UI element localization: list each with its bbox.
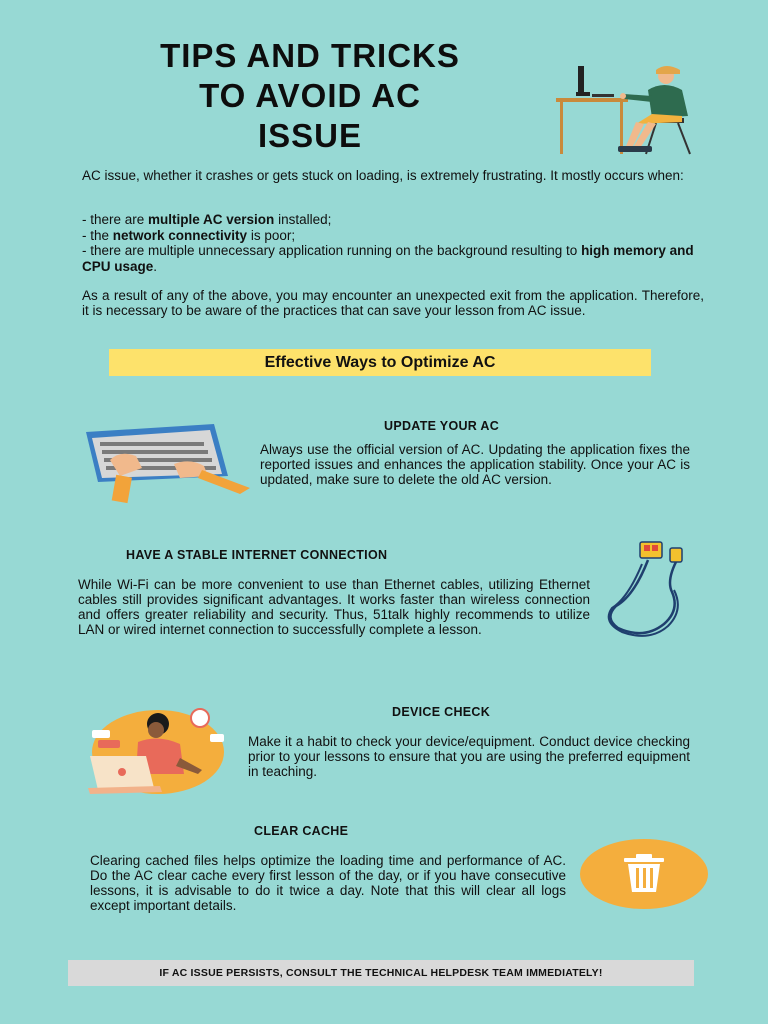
cache-text: Clearing cached files helps optimize the loading time and performance of AC. Do the AC clear cache every first lesson of the day, or if you have consecutive lessons, it is advisable to do it twice a day. Note that this will clear all logs except important details. xyxy=(90,853,566,913)
result-text: As a result of any of the above, you may encounter an unexpected exit from the application. Therefore, it is necessary to be aware of the practices that can save your lesson from AC issue. xyxy=(82,288,704,318)
title-line-1: TIPS AND TRICKS xyxy=(160,37,460,74)
footer-notice: IF AC ISSUE PERSISTS, CONSULT THE TECHNICAL HELPDESK TEAM IMMEDIATELY! xyxy=(68,960,694,986)
list-item: - the network connectivity is poor; xyxy=(82,227,296,243)
title-line-3: ISSUE xyxy=(257,117,363,154)
device-text: Make it a habit to check your device/equipment. Conduct device checking prior to your lessons to ensure that you are using the preferred equipment in teaching. xyxy=(248,734,690,779)
update-text: Always use the official version of AC. Updating the application fixes the reported issues and enhances the application stability. Once your AC is updated, make sure to delete the old AC version. xyxy=(260,442,690,487)
person-at-computer-icon xyxy=(552,62,702,157)
update-heading: UPDATE YOUR AC xyxy=(384,419,500,433)
device-heading: DEVICE CHECK xyxy=(392,705,491,719)
section-banner: Effective Ways to Optimize AC xyxy=(109,349,651,376)
list-item: - there are multiple AC version installed; xyxy=(82,212,332,227)
page-title xyxy=(60,36,560,156)
trash-bin-icon xyxy=(578,838,710,910)
intro-text: AC issue, whether it crashes or gets stuck on loading, is extremely frustrating. It mostly occurs when: xyxy=(82,168,684,183)
list-item: - there are multiple unnecessary application running on the background resulting to high memory and CPU usage. xyxy=(82,243,694,274)
network-heading: HAVE A STABLE INTERNET CONNECTION xyxy=(126,548,388,562)
cache-heading: CLEAR CACHE xyxy=(254,824,349,838)
ethernet-cable-icon xyxy=(604,536,696,638)
person-with-laptop-icon xyxy=(84,708,232,794)
title-line-2: TO AVOID AC xyxy=(199,77,421,114)
network-text: While Wi-Fi can be more convenient to use than Ethernet cables, utilizing Ethernet cables still provides significant advantages. It works faster than wireless connection and offers greater reliability and security. Thus, 51talk highly recommends to utilize LAN or wired internet connection to successfully complete a lesson. xyxy=(78,577,590,637)
issue-list xyxy=(82,212,704,274)
laptop-typing-icon xyxy=(80,424,256,506)
